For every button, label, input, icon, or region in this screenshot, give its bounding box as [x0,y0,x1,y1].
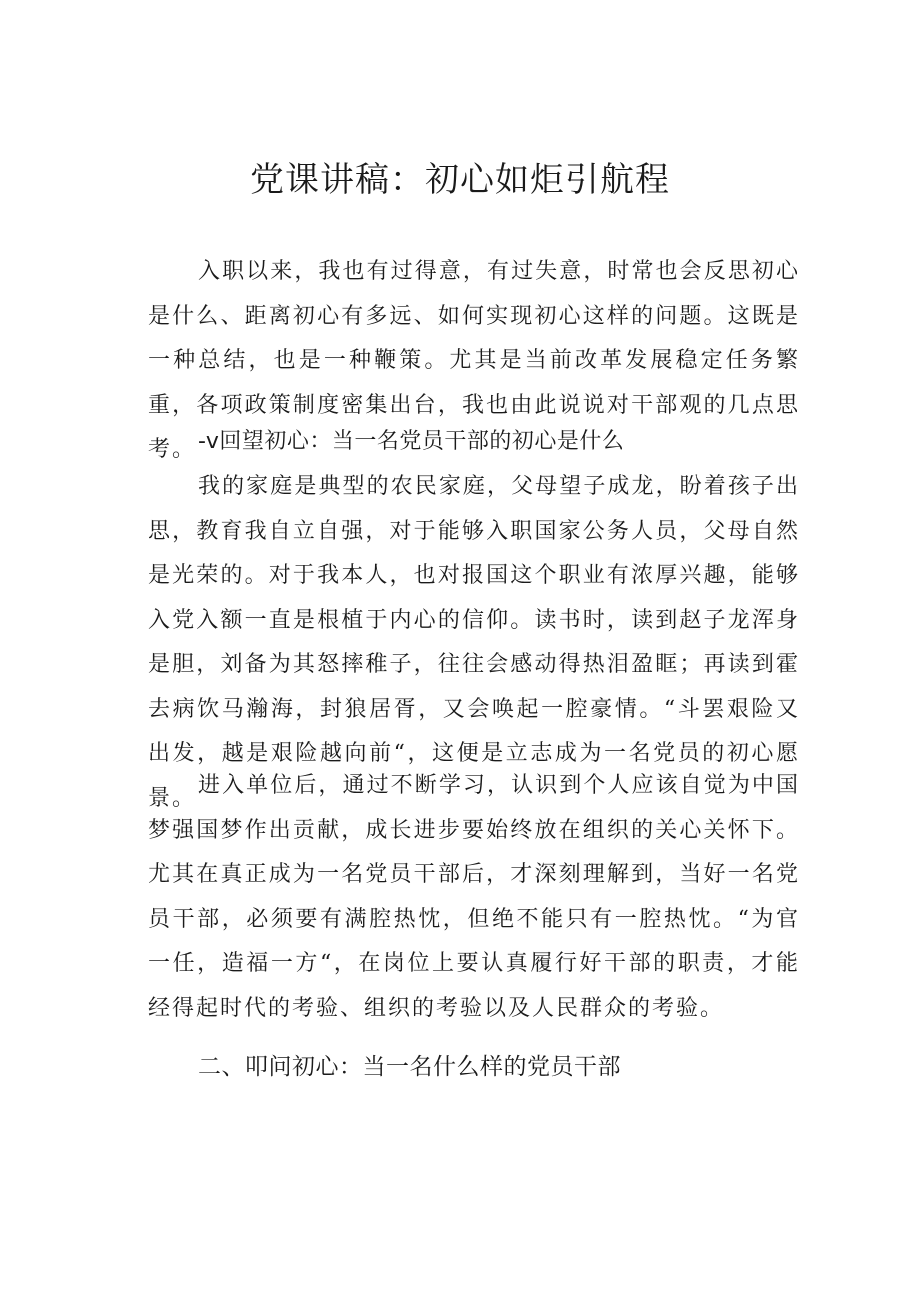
document-title: 党课讲稿：初心如炬引航程 [250,160,670,200]
body-paragraph-work: 进入单位后，通过不断学习，认识到个人应该自觉为中国梦强国梦作出贡献，成长进步要始终放在组织的关心关怀下。尤其在真正成为一名党员干部后，才深刻理解到，当好一名党员干部，必须要有满腔热忱，但绝不能只有一腔热忱。“为官一任，造福一方“，在岗位上要认真履行好干部的职责，才能经得起时代的考验、组织的考验以及人民群众的考验。 [148,773,800,1021]
section-heading-one: -v回望初心：当一名党员干部的初心是什么 [198,429,625,454]
section-heading-two: 二、叩问初心：当一名什么样的党员干部 [198,1054,621,1080]
body-paragraph-family: 我的家庭是典型的农民家庭，父母望子成龙，盼着孩子出思，教育我自立自强，对于能够入职国家公务人员，父母自然是光荣的。对于我本人，也对报国这个职业有浓厚兴趣，能够入党入额一直是根植于内心的信仰。读书时，读到赵子龙浑身是胆，刘备为其怒摔稚子，往往会感动得热泪盈眶；再读到霍去病饮马瀚海，封狼居胥，又会唤起一腔豪情。“斗罢艰险又出发，越是艰险越向前“，这便是立志成为一名党员的初心愿景。 [148,474,800,811]
intro-paragraph: 入职以来，我也有过得意，有过失意，时常也会反思初心是什么、距离初心有多远、如何实现初心这样的问题。这既是一种总结，也是一种鞭策。尤其是当前改革发展稳定任务繁重，各项政策制度密集出台，我也由此说说对干部观的几点思考。 [148,259,800,462]
